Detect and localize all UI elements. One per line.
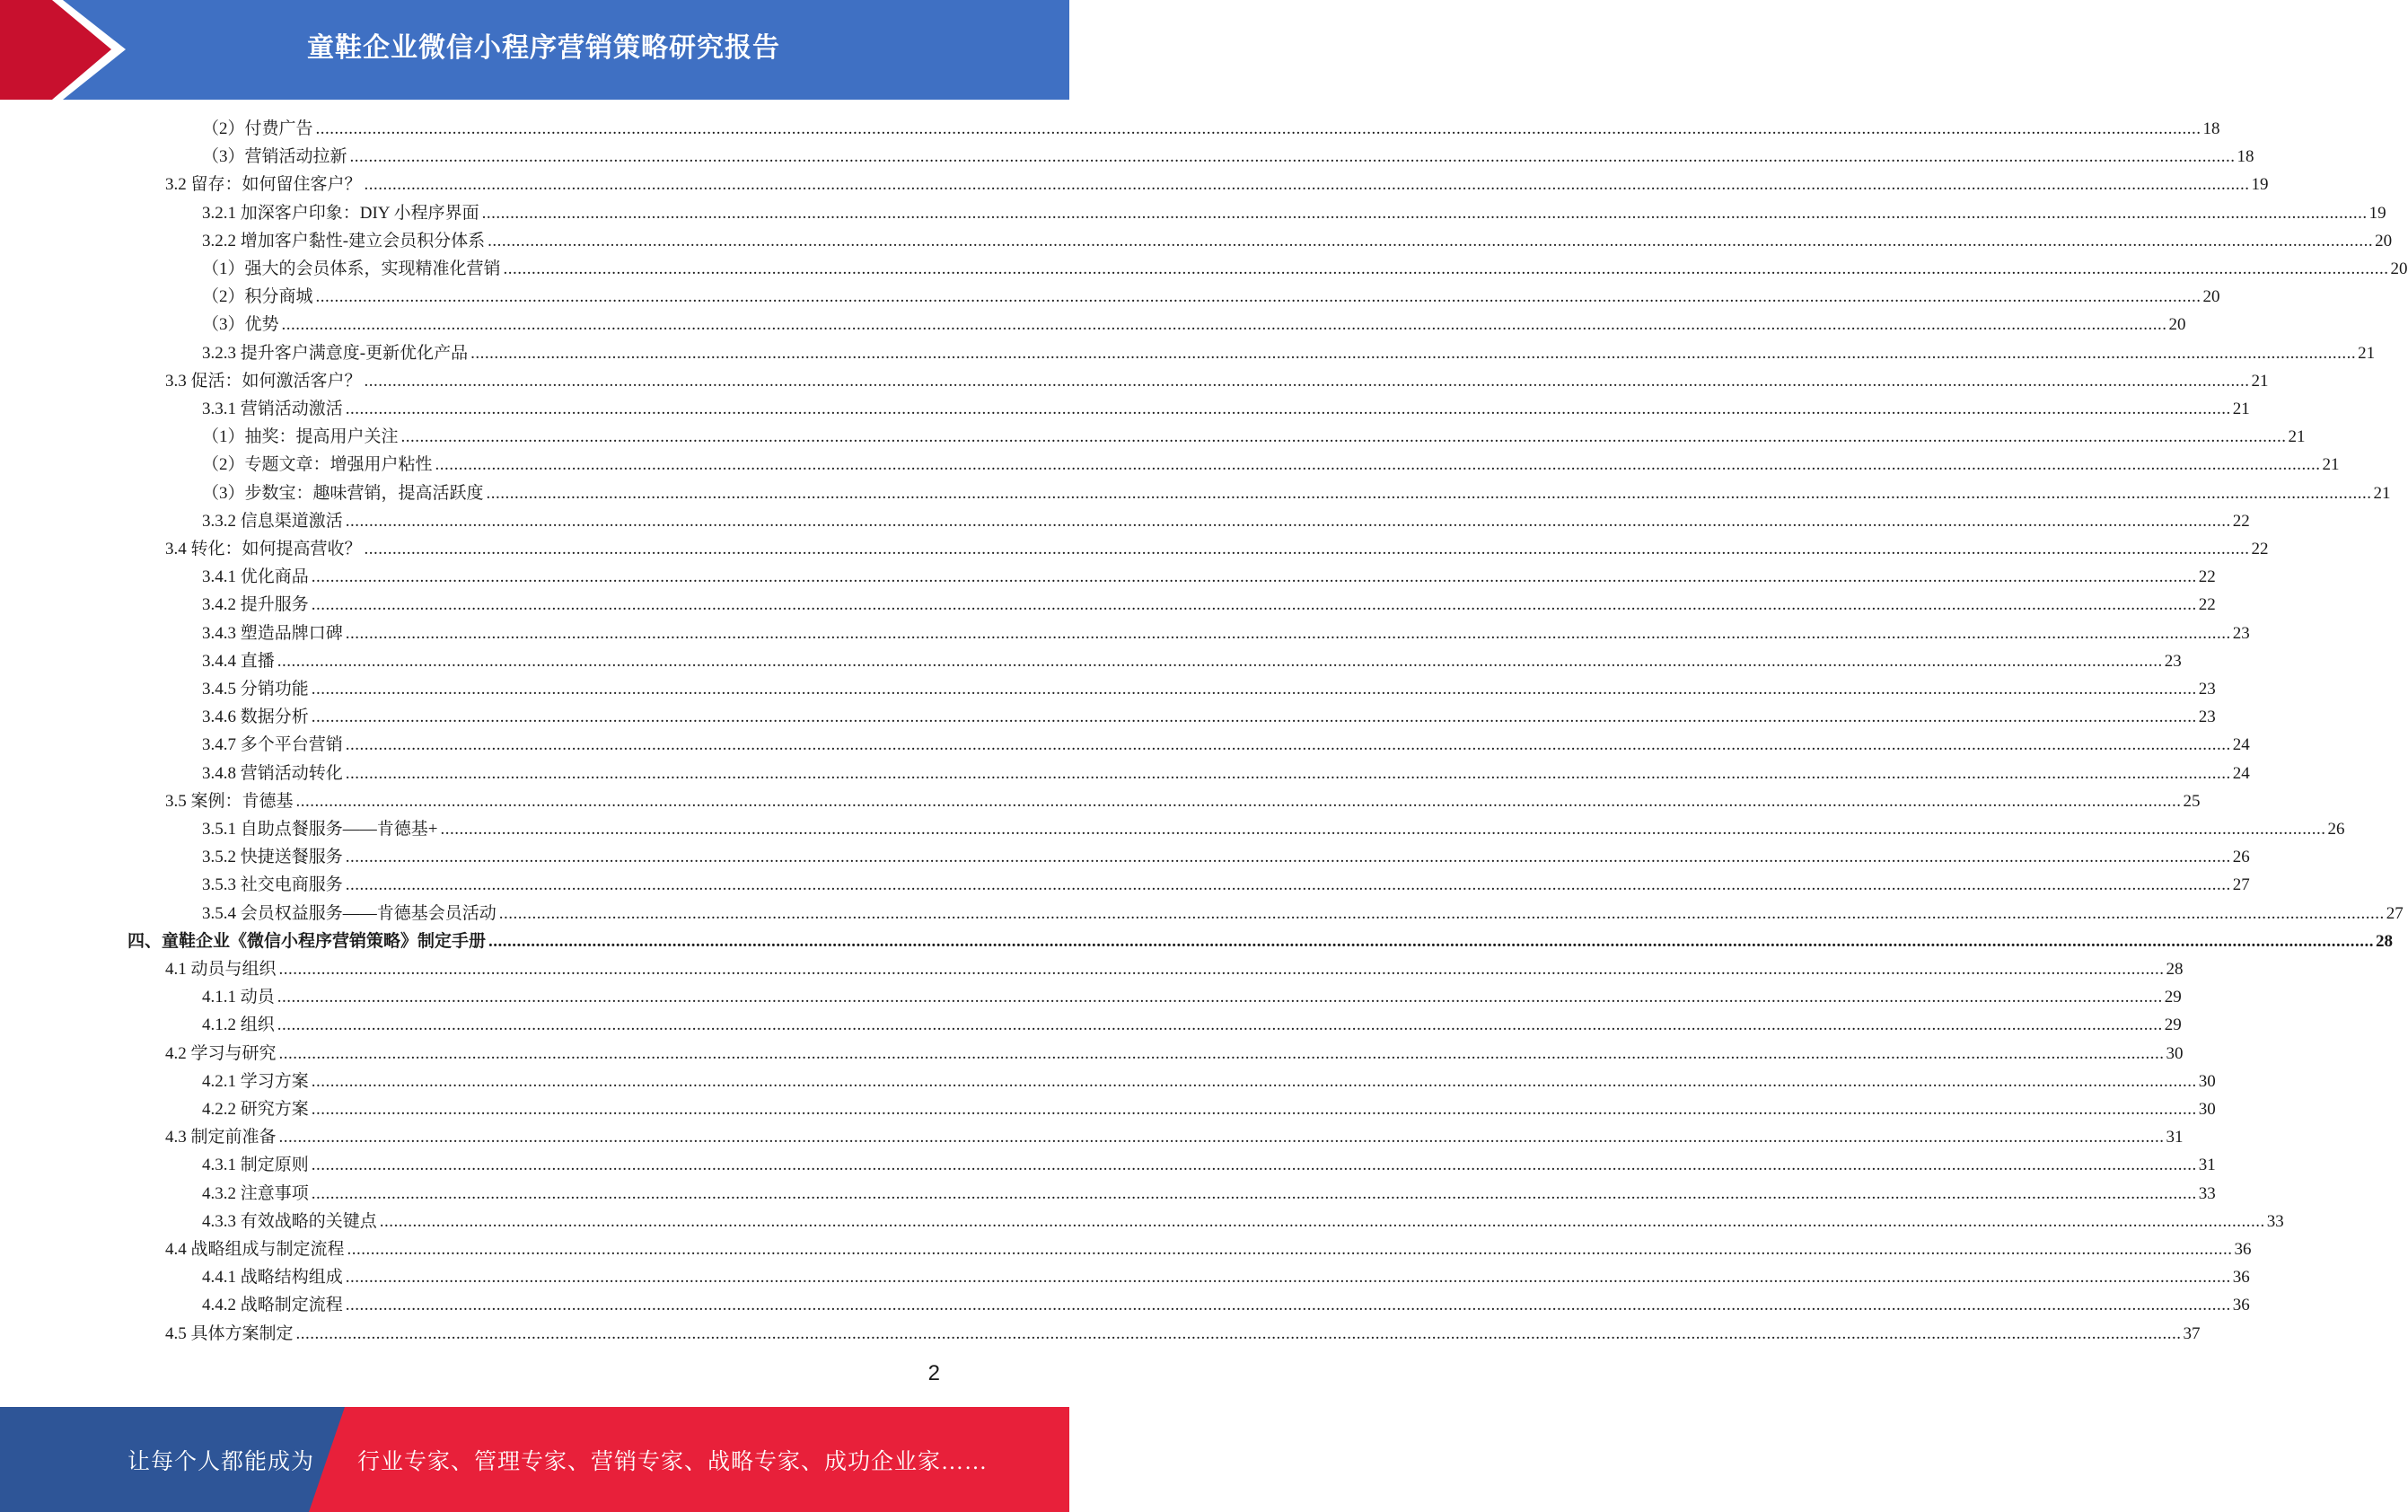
toc-leader-dots: ................................................................................................................................................................................................................................................................................................................................................................................................................ xyxy=(345,763,2231,783)
toc-entry-label: 3.2.3 提升客户满意度-更新优化产品 xyxy=(202,343,469,363)
toc-leader-dots: ................................................................................................................................................................................................................................................................................................................................................................................................................ xyxy=(345,848,2231,867)
toc-leader-dots: ................................................................................................................................................................................................................................................................................................................................................................................................................ xyxy=(349,147,2236,167)
toc-entry-label: 3.2.2 增加客户黏性-建立会员积分体系 xyxy=(202,231,486,251)
toc-entry-label: （3）营销活动拉新 xyxy=(202,147,347,167)
toc-entry[interactable] xyxy=(165,955,2184,983)
toc-entry[interactable] xyxy=(202,843,2250,871)
toc-entry[interactable] xyxy=(165,1320,2201,1348)
toc-leader-dots: ................................................................................................................................................................................................................................................................................................................................................................................................................ xyxy=(345,875,2231,895)
toc-leader-dots: ................................................................................................................................................................................................................................................................................................................................................................................................................ xyxy=(281,315,2167,335)
toc-leader-dots: ................................................................................................................................................................................................................................................................................................................................................................................................................ xyxy=(440,820,2326,839)
page-number: 2 xyxy=(927,1361,940,1385)
toc-entry-page: 21 xyxy=(2358,343,2376,363)
toc-entry[interactable] xyxy=(202,1263,2250,1291)
toc-entry-label: 4.2 学习与研究 xyxy=(165,1043,277,1063)
toc-entry-page: 21 xyxy=(2251,371,2269,391)
toc-entry-page: 30 xyxy=(2198,1071,2216,1091)
toc-entry-page: 19 xyxy=(2368,203,2386,223)
toc-entry-page: 22 xyxy=(2198,595,2216,615)
toc-entry[interactable] xyxy=(202,1180,2216,1208)
toc-leader-dots: ................................................................................................................................................................................................................................................................................................................................................................................................................ xyxy=(345,1268,2231,1288)
toc-entry[interactable] xyxy=(127,927,2394,955)
toc-entry-label: 3.4.2 提升服务 xyxy=(202,595,309,615)
toc-leader-dots: ................................................................................................................................................................................................................................................................................................................................................................................................................ xyxy=(400,427,2287,447)
toc-leader-dots: ................................................................................................................................................................................................................................................................................................................................................................................................................ xyxy=(278,960,2165,979)
toc-entry-page: 28 xyxy=(2376,931,2394,951)
toc-entry[interactable] xyxy=(202,1095,2216,1123)
toc-entry-label: 4.1.1 动员 xyxy=(202,988,275,1007)
toc-entry-label: 3.4.7 多个平台营销 xyxy=(202,735,343,755)
toc-entry[interactable] xyxy=(202,563,2216,591)
toc-entry-label: 3.4.5 分销功能 xyxy=(202,680,309,699)
toc-entry-label: 4.2.2 研究方案 xyxy=(202,1100,309,1119)
toc-leader-dots: ................................................................................................................................................................................................................................................................................................................................................................................................................ xyxy=(295,791,2182,811)
toc-entry-label: 3.5.1 自助点餐服务——肯德基+ xyxy=(202,820,438,839)
toc-entry-label: （1）抽奖：提高用户关注 xyxy=(202,427,399,447)
toc-entry[interactable] xyxy=(202,675,2216,703)
toc-entry-page: 30 xyxy=(2166,1043,2184,1063)
toc-leader-dots: ................................................................................................................................................................................................................................................................................................................................................................................................................ xyxy=(278,1128,2165,1147)
toc-entry-page: 28 xyxy=(2166,960,2184,979)
toc-entry-label: （3）步数宝：趣味营销，提高活跃度 xyxy=(202,483,484,503)
toc-entry-label: 3.3.2 信息渠道激活 xyxy=(202,511,343,531)
toc-entry-label: 4.3 制定前准备 xyxy=(165,1128,277,1147)
toc-leader-dots: ................................................................................................................................................................................................................................................................................................................................................................................................................ xyxy=(311,708,2197,727)
toc-entry[interactable] xyxy=(202,731,2250,759)
toc-entry[interactable] xyxy=(202,815,2345,843)
toc-leader-dots: ................................................................................................................................................................................................................................................................................................................................................................................................................ xyxy=(345,400,2231,418)
toc-entry-page: 25 xyxy=(2183,791,2201,811)
toc-entry[interactable] xyxy=(165,367,2269,395)
toc-leader-dots: ................................................................................................................................................................................................................................................................................................................................................................................................................ xyxy=(311,1156,2197,1175)
toc-entry-label: 3.4.6 数据分析 xyxy=(202,708,309,727)
toc-entry-label: （2）积分商城 xyxy=(202,287,313,307)
toc-entry-page: 23 xyxy=(2198,708,2216,727)
toc-leader-dots: ................................................................................................................................................................................................................................................................................................................................................................................................................ xyxy=(278,1043,2165,1063)
toc-entry-page: 37 xyxy=(2183,1323,2201,1343)
toc-entry[interactable] xyxy=(202,311,2186,338)
toc-leader-dots: ................................................................................................................................................................................................................................................................................................................................................................................................................ xyxy=(315,119,2201,138)
toc-leader-dots: ................................................................................................................................................................................................................................................................................................................................................................................................................ xyxy=(311,1183,2197,1203)
toc-entry-label: 3.5.3 社交电商服务 xyxy=(202,875,343,895)
toc-entry-label: 3.4.8 营销活动转化 xyxy=(202,763,343,783)
toc-entry-label: （1）强大的会员体系，实现精准化营销 xyxy=(202,259,501,278)
toc-entry-label: 3.5.4 会员权益服务——肯德基会员活动 xyxy=(202,903,497,923)
toc-leader-dots: ................................................................................................................................................................................................................................................................................................................................................................................................................ xyxy=(435,455,2321,475)
toc-leader-dots: ................................................................................................................................................................................................................................................................................................................................................................................................................ xyxy=(498,903,2385,923)
toc-entry[interactable] xyxy=(202,451,2340,479)
toc-entry-page: 27 xyxy=(2386,903,2404,923)
toc-leader-dots: ................................................................................................................................................................................................................................................................................................................................................................................................................ xyxy=(503,259,2389,278)
toc-entry[interactable] xyxy=(165,171,2269,198)
toc-entry-page: 26 xyxy=(2232,848,2250,867)
toc-entry[interactable] xyxy=(202,1208,2284,1235)
toc-entry[interactable] xyxy=(202,620,2250,647)
toc-entry[interactable] xyxy=(202,1291,2250,1319)
toc-leader-dots: ................................................................................................................................................................................................................................................................................................................................................................................................................ xyxy=(277,1015,2163,1035)
toc-leader-dots: ................................................................................................................................................................................................................................................................................................................................................................................................................ xyxy=(311,595,2197,615)
toc-entry[interactable] xyxy=(202,703,2216,731)
toc-entry-page: 36 xyxy=(2232,1268,2250,1288)
toc-entry-page: 20 xyxy=(2202,287,2220,307)
toc-entry-page: 27 xyxy=(2232,875,2250,895)
toc-entry[interactable] xyxy=(202,507,2250,535)
toc-entry[interactable] xyxy=(202,115,2220,143)
toc-entry-page: 29 xyxy=(2164,1015,2182,1035)
toc-leader-dots: ................................................................................................................................................................................................................................................................................................................................................................................................................ xyxy=(481,203,2368,223)
toc-entry-page: 21 xyxy=(2373,483,2391,503)
toc-entry-label: 3.3.1 营销活动激活 xyxy=(202,400,343,418)
toc-leader-dots: ................................................................................................................................................................................................................................................................................................................................................................................................................ xyxy=(311,680,2197,699)
toc-leader-dots: ................................................................................................................................................................................................................................................................................................................................................................................................................ xyxy=(379,1211,2265,1231)
toc-entry-label: 4.3.2 注意事项 xyxy=(202,1183,309,1203)
toc-entry-page: 20 xyxy=(2168,315,2186,335)
toc-leader-dots: ................................................................................................................................................................................................................................................................................................................................................................................................................ xyxy=(311,1071,2197,1091)
toc-entry-page: 36 xyxy=(2234,1240,2252,1259)
toc-entry-page: 24 xyxy=(2232,735,2250,755)
toc-entry[interactable] xyxy=(202,591,2216,619)
toc-leader-dots: ................................................................................................................................................................................................................................................................................................................................................................................................................ xyxy=(347,1240,2233,1259)
toc-leader-dots: ................................................................................................................................................................................................................................................................................................................................................................................................................ xyxy=(311,1100,2197,1119)
toc-entry-label: （3）优势 xyxy=(202,315,279,335)
toc-entry-label: 4.2.1 学习方案 xyxy=(202,1071,309,1091)
toc-entry[interactable] xyxy=(202,1011,2182,1039)
toc-entry-page: 22 xyxy=(2198,567,2216,587)
toc-entry[interactable] xyxy=(165,535,2269,563)
toc-leader-dots: ................................................................................................................................................................................................................................................................................................................................................................................................................ xyxy=(364,175,2250,195)
report-title: 童鞋企业微信小程序营销策略研究报告 xyxy=(307,32,780,64)
toc-entry-page: 21 xyxy=(2232,400,2250,418)
toc-entry-label: 3.4 转化：如何提高营收？ xyxy=(165,540,362,558)
toc-entry[interactable] xyxy=(202,199,2386,227)
toc-leader-dots: ................................................................................................................................................................................................................................................................................................................................................................................................................ xyxy=(277,651,2163,671)
toc-entry-label: （2）付费广告 xyxy=(202,119,313,138)
toc-entry-page: 23 xyxy=(2232,623,2250,643)
toc-entry-page: 18 xyxy=(2237,147,2254,167)
toc-leader-dots: ................................................................................................................................................................................................................................................................................................................................................................................................................ xyxy=(295,1323,2182,1343)
toc-entry[interactable] xyxy=(202,760,2250,787)
toc-entry[interactable] xyxy=(202,479,2391,507)
toc-entry[interactable] xyxy=(202,227,2393,255)
toc-entry-page: 23 xyxy=(2198,680,2216,699)
toc-entry[interactable] xyxy=(202,143,2254,171)
footer-slogan-left: 让每个人都能成为 xyxy=(127,1449,315,1474)
toc-leader-dots: ................................................................................................................................................................................................................................................................................................................................................................................................................ xyxy=(345,511,2231,531)
toc-entry-page: 24 xyxy=(2232,763,2250,783)
toc-entry[interactable] xyxy=(202,900,2404,927)
toc-entry-label: 3.5.2 快捷送餐服务 xyxy=(202,848,343,867)
toc-entry-label: 4.4 战略组成与制定流程 xyxy=(165,1240,345,1259)
toc-entry-page: 31 xyxy=(2166,1128,2184,1147)
toc-entry[interactable] xyxy=(165,787,2201,815)
toc-entry-label: （2）专题文章：增强用户粘性 xyxy=(202,455,433,475)
toc-entry[interactable] xyxy=(202,339,2376,367)
page-header xyxy=(0,0,1069,100)
toc-entry-label: 3.4.3 塑造品牌口碑 xyxy=(202,623,343,643)
toc-entry-page: 18 xyxy=(2202,119,2220,138)
toc-entry-label: 4.1 动员与组织 xyxy=(165,960,277,979)
toc-entry[interactable] xyxy=(202,983,2182,1011)
toc-leader-dots: ................................................................................................................................................................................................................................................................................................................................................................................................................ xyxy=(364,540,2250,558)
toc-entry[interactable] xyxy=(202,1151,2216,1179)
toc-entry-page: 36 xyxy=(2232,1296,2250,1315)
toc-leader-dots: ................................................................................................................................................................................................................................................................................................................................................................................................................ xyxy=(470,343,2357,363)
toc-entry-page: 19 xyxy=(2251,175,2269,195)
toc-entry[interactable] xyxy=(165,1235,2252,1263)
toc-leader-dots: ................................................................................................................................................................................................................................................................................................................................................................................................................ xyxy=(488,231,2374,251)
toc-leader-dots: ................................................................................................................................................................................................................................................................................................................................................................................................................ xyxy=(345,1296,2231,1315)
toc-entry[interactable] xyxy=(202,423,2306,451)
toc-entry-page: 23 xyxy=(2164,651,2182,671)
toc-entry-label: 4.4.2 战略制定流程 xyxy=(202,1296,343,1315)
toc-entry-page: 31 xyxy=(2198,1156,2216,1175)
toc-entry-label: 3.4.4 直播 xyxy=(202,651,275,671)
toc-entry[interactable] xyxy=(202,647,2182,675)
toc-entry-label: 4.3.3 有效战略的关键点 xyxy=(202,1211,377,1231)
toc-entry[interactable] xyxy=(202,283,2220,311)
toc-entry-page: 33 xyxy=(2266,1211,2284,1231)
toc-entry-label: 3.5 案例：肯德基 xyxy=(165,791,294,811)
toc-entry-page: 21 xyxy=(2288,427,2306,447)
toc-entry-page: 22 xyxy=(2232,511,2250,531)
toc-entry-label: 3.2 留存：如何留住客户？ xyxy=(165,175,362,195)
toc-entry[interactable] xyxy=(202,1068,2216,1095)
toc-leader-dots: ................................................................................................................................................................................................................................................................................................................................................................................................................ xyxy=(488,931,2375,951)
page-footer xyxy=(0,1407,1069,1512)
toc-entry-page: 33 xyxy=(2198,1183,2216,1203)
toc-entry-label: 3.3 促活：如何激活客户？ xyxy=(165,371,362,391)
toc-leader-dots: ................................................................................................................................................................................................................................................................................................................................................................................................................ xyxy=(364,371,2250,391)
toc-entry-page: 29 xyxy=(2164,988,2182,1007)
toc-entry-page: 26 xyxy=(2327,820,2345,839)
toc-entry-page: 21 xyxy=(2322,455,2340,475)
toc-entry-label: 四、童鞋企业《微信小程序营销策略》制定手册 xyxy=(127,931,487,951)
toc-entry[interactable] xyxy=(165,1040,2184,1068)
toc-entry[interactable] xyxy=(202,395,2250,423)
toc-entry[interactable] xyxy=(165,1123,2184,1151)
toc-entry-label: 4.4.1 战略结构组成 xyxy=(202,1268,343,1288)
toc-leader-dots: ................................................................................................................................................................................................................................................................................................................................................................................................................ xyxy=(315,287,2201,307)
toc-entry-page: 22 xyxy=(2251,540,2269,558)
toc-leader-dots: ................................................................................................................................................................................................................................................................................................................................................................................................................ xyxy=(311,567,2197,587)
toc-entry-label: 4.5 具体方案制定 xyxy=(165,1323,294,1343)
toc-entry-label: 4.1.2 组织 xyxy=(202,1015,275,1035)
toc-leader-dots: ................................................................................................................................................................................................................................................................................................................................................................................................................ xyxy=(277,988,2163,1007)
toc-entry-label: 3.2.1 加深客户印象：DIY 小程序界面 xyxy=(202,203,479,223)
toc-entry-label: 4.3.1 制定原则 xyxy=(202,1156,309,1175)
toc-leader-dots: ................................................................................................................................................................................................................................................................................................................................................................................................................ xyxy=(486,483,2372,503)
toc-entry-page: 20 xyxy=(2390,259,2408,278)
footer-slogan-right: 行业专家、管理专家、营销专家、战略专家、成功企业家…… xyxy=(357,1449,989,1474)
toc-leader-dots: ................................................................................................................................................................................................................................................................................................................................................................................................................ xyxy=(345,623,2231,643)
toc-entry-page: 20 xyxy=(2375,231,2393,251)
toc-entry-page: 30 xyxy=(2198,1100,2216,1119)
toc-entry[interactable] xyxy=(202,871,2250,899)
toc-leader-dots: ................................................................................................................................................................................................................................................................................................................................................................................................................ xyxy=(345,735,2231,755)
toc-entry[interactable] xyxy=(202,255,2408,283)
toc-entry-label: 3.4.1 优化商品 xyxy=(202,567,309,587)
